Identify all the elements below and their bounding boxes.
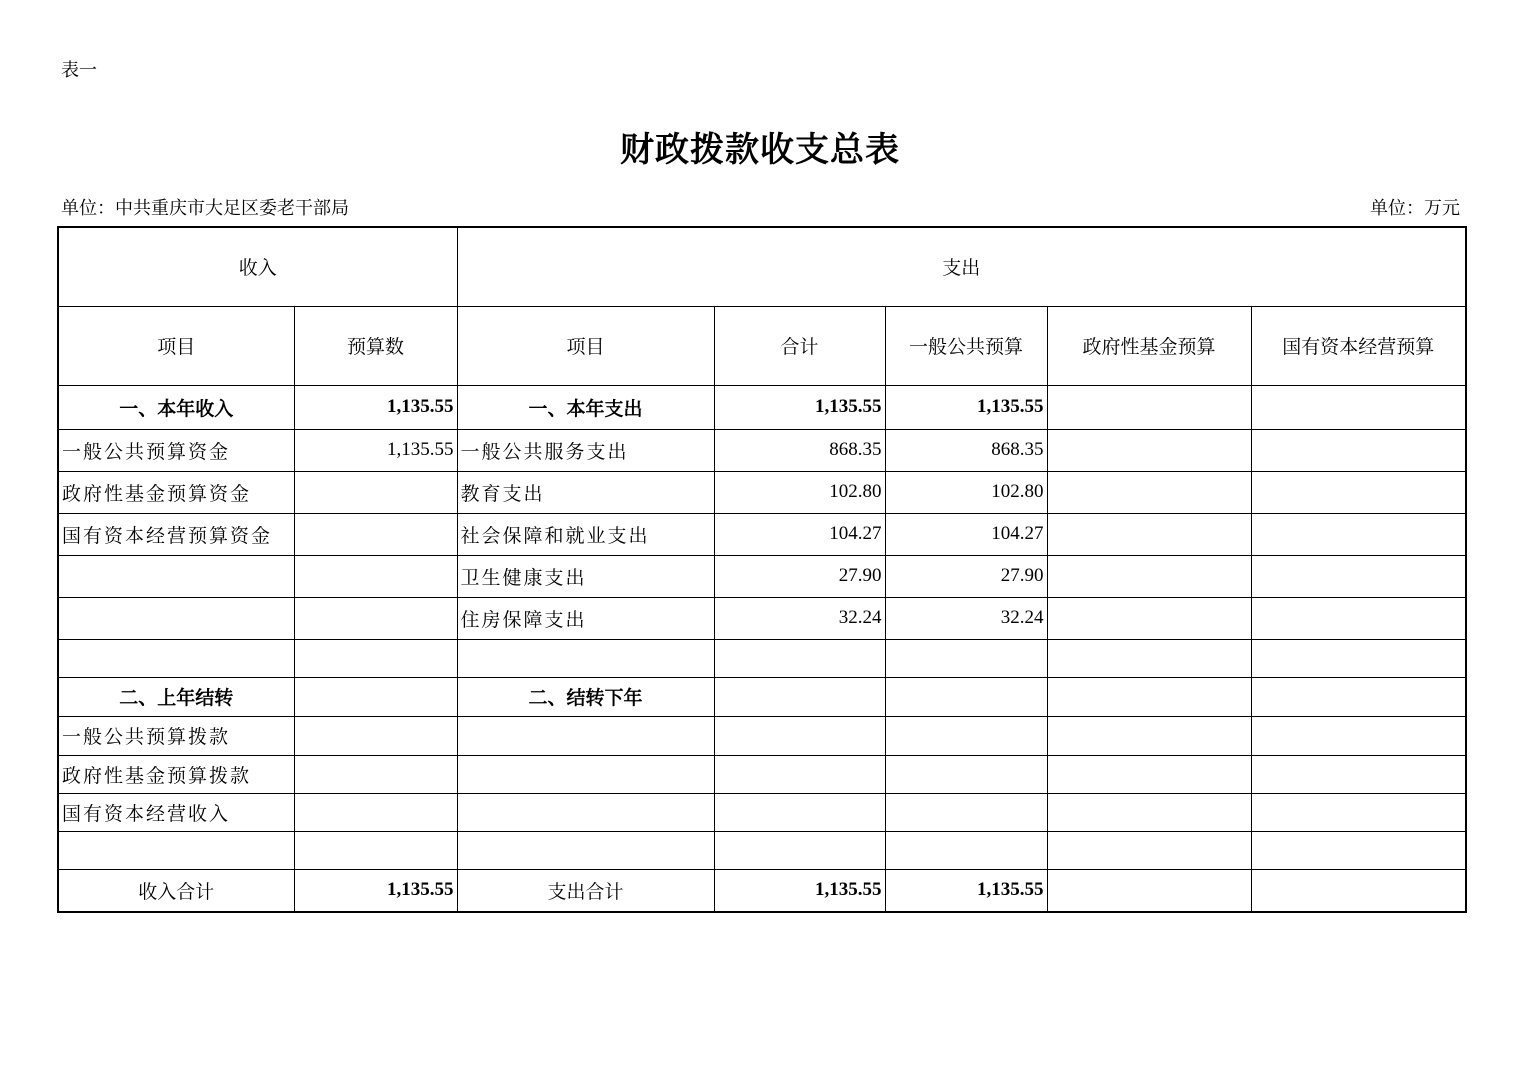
expense-capital — [1251, 429, 1466, 471]
expense-fund — [1047, 471, 1251, 513]
table-row — [58, 385, 1466, 429]
income-amount — [294, 555, 457, 597]
table-row — [58, 831, 1466, 869]
expense-total — [714, 639, 885, 677]
expense-capital — [1251, 639, 1466, 677]
expense-general: 102.80 — [885, 471, 1047, 513]
income-amount — [294, 471, 457, 513]
table-row — [58, 429, 1466, 471]
expense-general-total: 1,135.55 — [885, 869, 1047, 912]
expense-fund — [1047, 639, 1251, 677]
expense-total — [714, 831, 885, 869]
income-item — [58, 597, 294, 639]
table-row — [58, 555, 1466, 597]
expense-item — [457, 639, 714, 677]
expense-total: 868.35 — [714, 429, 885, 471]
income-item: 一般公共预算资金 — [58, 429, 294, 471]
expense-item: 卫生健康支出 — [457, 555, 714, 597]
table-tag: 表一 — [61, 60, 97, 81]
expense-capital — [1251, 677, 1466, 716]
expense-fund — [1047, 793, 1251, 831]
expense-item — [457, 755, 714, 793]
expense-total — [714, 755, 885, 793]
table-total-row — [58, 869, 1466, 912]
expense-fund-total — [1047, 869, 1251, 912]
table-row — [58, 639, 1466, 677]
expense-general — [885, 716, 1047, 755]
income-item — [58, 639, 294, 677]
expense-item: 社会保障和就业支出 — [457, 513, 714, 555]
expense-total — [714, 716, 885, 755]
expense-total: 102.80 — [714, 471, 885, 513]
expense-item: 二、结转下年 — [457, 677, 714, 716]
income-amount — [294, 513, 457, 555]
income-amount — [294, 831, 457, 869]
col-income-item: 项目 — [58, 306, 294, 385]
expense-fund — [1047, 755, 1251, 793]
table-row — [58, 677, 1466, 716]
expense-item — [457, 793, 714, 831]
expense-fund — [1047, 677, 1251, 716]
income-item — [58, 555, 294, 597]
income-total-amount: 1,135.55 — [294, 869, 457, 912]
expense-header: 支出 — [457, 227, 1466, 306]
table-row — [58, 716, 1466, 755]
expense-total-amount: 1,135.55 — [714, 869, 885, 912]
table-row — [58, 793, 1466, 831]
expense-capital — [1251, 471, 1466, 513]
expense-general — [885, 793, 1047, 831]
expense-item: 教育支出 — [457, 471, 714, 513]
expense-total: 32.24 — [714, 597, 885, 639]
expense-fund — [1047, 513, 1251, 555]
page-title: 财政拨款收支总表 — [620, 130, 900, 170]
expense-general — [885, 831, 1047, 869]
income-amount — [294, 755, 457, 793]
expense-capital — [1251, 755, 1466, 793]
expense-fund — [1047, 555, 1251, 597]
col-general-budget: 一般公共预算 — [885, 306, 1047, 385]
header-row-columns — [58, 306, 1466, 385]
expense-general: 868.35 — [885, 429, 1047, 471]
expense-capital — [1251, 831, 1466, 869]
income-amount: 1,135.55 — [294, 385, 457, 429]
expense-item — [457, 716, 714, 755]
expense-item — [457, 831, 714, 869]
expense-general: 1,135.55 — [885, 385, 1047, 429]
expense-capital — [1251, 385, 1466, 429]
expense-capital — [1251, 597, 1466, 639]
income-item: 一、本年收入 — [58, 385, 294, 429]
income-header: 收入 — [58, 227, 457, 306]
col-capital-budget: 国有资本经营预算 — [1251, 306, 1466, 385]
header-row-group — [58, 227, 1466, 306]
col-fund-budget: 政府性基金预算 — [1047, 306, 1251, 385]
expense-general: 27.90 — [885, 555, 1047, 597]
income-amount: 1,135.55 — [294, 429, 457, 471]
expense-fund — [1047, 716, 1251, 755]
expense-fund — [1047, 597, 1251, 639]
income-total-label: 收入合计 — [58, 869, 294, 912]
expense-item: 一般公共服务支出 — [457, 429, 714, 471]
expense-capital-total — [1251, 869, 1466, 912]
expense-total: 27.90 — [714, 555, 885, 597]
expense-general — [885, 755, 1047, 793]
fiscal-summary-table — [57, 226, 1467, 913]
income-amount — [294, 716, 457, 755]
expense-fund — [1047, 385, 1251, 429]
expense-item: 一、本年支出 — [457, 385, 714, 429]
expense-total-label: 支出合计 — [457, 869, 714, 912]
expense-general — [885, 677, 1047, 716]
expense-capital — [1251, 513, 1466, 555]
income-amount — [294, 597, 457, 639]
income-item — [58, 831, 294, 869]
col-expense-item: 项目 — [457, 306, 714, 385]
table-row — [58, 471, 1466, 513]
income-amount — [294, 793, 457, 831]
expense-capital — [1251, 555, 1466, 597]
col-income-budget: 预算数 — [294, 306, 457, 385]
expense-total: 104.27 — [714, 513, 885, 555]
income-item: 一般公共预算拨款 — [58, 716, 294, 755]
income-item: 二、上年结转 — [58, 677, 294, 716]
expense-capital — [1251, 716, 1466, 755]
expense-general: 32.24 — [885, 597, 1047, 639]
unit-organization: 单位：中共重庆市大足区委老干部局 — [61, 198, 349, 219]
expense-fund — [1047, 831, 1251, 869]
table-row — [58, 513, 1466, 555]
expense-total — [714, 677, 885, 716]
expense-general — [885, 639, 1047, 677]
expense-total: 1,135.55 — [714, 385, 885, 429]
table-row — [58, 755, 1466, 793]
income-item: 国有资本经营预算资金 — [58, 513, 294, 555]
expense-fund — [1047, 429, 1251, 471]
income-amount — [294, 677, 457, 716]
expense-general: 104.27 — [885, 513, 1047, 555]
income-amount — [294, 639, 457, 677]
expense-item: 住房保障支出 — [457, 597, 714, 639]
table-row — [58, 597, 1466, 639]
expense-capital — [1251, 793, 1466, 831]
col-total: 合计 — [714, 306, 885, 385]
unit-currency: 单位：万元 — [1370, 198, 1460, 219]
income-item: 国有资本经营收入 — [58, 793, 294, 831]
expense-total — [714, 793, 885, 831]
income-item: 政府性基金预算资金 — [58, 471, 294, 513]
income-item: 政府性基金预算拨款 — [58, 755, 294, 793]
